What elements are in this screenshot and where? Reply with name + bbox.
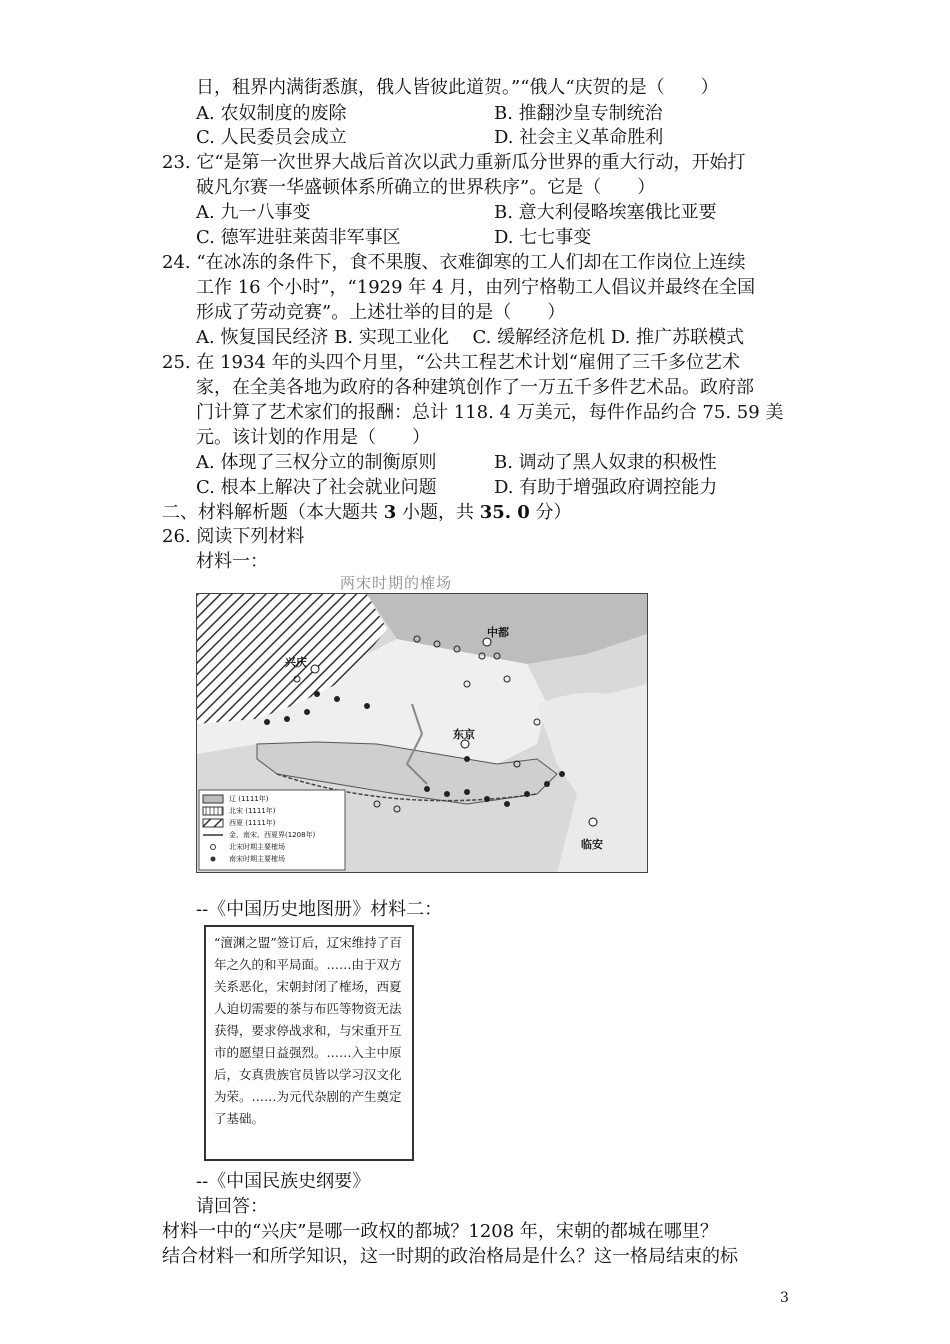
q25-option-a: A. 体现了三权分立的制衡原则 [196, 452, 437, 473]
legend-item: 西夏 (1111年) [229, 819, 276, 827]
q24-stem-line3: 形成了劳动竞赛”。上述壮举的目的是（ ） [196, 302, 566, 323]
source-1-and-material-2-label: --《中国历史地图册》材料二： [196, 899, 443, 920]
q22-option-a: A. 农奴制度的废除 [196, 103, 347, 124]
answer-prompt: 请回答： [196, 1196, 268, 1217]
q25-option-d: D. 有助于增强政府调控能力 [494, 477, 718, 498]
map-label-xingqing: 兴庆 [285, 656, 307, 669]
material-2-box: “澶渊之盟”签订后，辽宋维持了百年之久的和平局面。……由于双方关系恶化，宋朝封闭了榷场，西夏人迫切需要的茶与布匹等物资无法获得，要求停战求和，与宋重开互市的愿望日益强烈。……入主中原后，女真贵族官员皆以学习汉文化为荣。……为元代杂剧的产生奠定了基础。 [204, 925, 414, 1161]
q22-option-b: B. 推翻沙皇专制统治 [494, 103, 663, 124]
map-legend [229, 793, 315, 865]
legend-item: 金、南宋、西夏界(1208年) [229, 831, 316, 839]
legend-item: 南宋时期主要榷场 [229, 855, 285, 863]
q25-stem-line2: 家，在全美各地为政府的各种建筑创作了一万五千多件艺术品。政府部 [196, 377, 754, 398]
q22-option-c: C. 人民委员会成立 [196, 127, 347, 148]
q25-stem-line1: 25. 在 1934 年的头四个月里，“公共工程艺术计划“雇佣了三千多位艺术 [162, 352, 741, 373]
legend-item: 北宋时期主要榷场 [229, 843, 285, 851]
q25-stem-line4: 元。该计划的作用是（ ） [196, 427, 430, 448]
q25-stem-line3: 门计算了艺术家们的报酬：总计 118. 4 万美元，每件作品约合 75. 59 美 [196, 402, 784, 423]
map-label-dongjing: 东京 [453, 728, 475, 741]
map-label-zhongdu: 中都 [487, 626, 509, 639]
q25-option-c: C. 根本上解决了社会就业问题 [196, 477, 437, 498]
page-number: 3 [780, 1290, 789, 1306]
q25-option-b: B. 调动了黑人奴隶的积极性 [494, 452, 717, 473]
q23-option-b: B. 意大利侵略埃塞俄比亚要 [494, 202, 717, 223]
q22-option-d: D. 社会主义革命胜利 [494, 127, 664, 148]
q24-stem-line1: 24. “在冰冻的条件下，食不果腹、衣难御寒的工人们却在工作岗位上连续 [162, 252, 746, 273]
q23-option-c: C. 德军进驻莱茵非军事区 [196, 227, 401, 248]
question-line2: 结合材料一和所学知识，这一时期的政治格局是什么？这一格局结束的标 [162, 1246, 738, 1267]
section-2-heading: 二、材料解析题（本大题共 3 小题，共 35. 0 分） [162, 502, 572, 523]
q23-option-d: D. 七七事变 [494, 227, 592, 248]
q23-option-a: A. 九一八事变 [196, 202, 311, 223]
material-1-label: 材料一： [196, 551, 268, 572]
legend-item: 辽 (1111年) [229, 795, 269, 803]
map-title: 两宋时期的榷场 [340, 574, 453, 592]
historical-map [196, 593, 648, 873]
q22-stem-line: 日，租界内满街悉旗，俄人皆彼此道贺。”“俄人“庆贺的是（ ） [196, 77, 719, 98]
question-line1: 材料一中的“兴庆”是哪一政权的都城？1208 年，宋朝的都城在哪里？ [162, 1221, 718, 1242]
q24-options: A. 恢复国民经济 B. 实现工业化 C. 缓解经济危机 D. 推广苏联模式 [196, 327, 745, 348]
q24-stem-line2: 工作 16 个小时”，“1929 年 4 月，由列宁格勒工人倡议并最终在全国 [196, 277, 756, 298]
source-2: --《中国民族史纲要》 [196, 1171, 371, 1192]
q26-stem: 26. 阅读下列材料 [162, 526, 305, 547]
map-label-linan: 临安 [581, 838, 603, 851]
q23-stem-line1: 23. 它“是第一次世界大战后首次以武力重新瓜分世界的重大行动，开始打 [162, 152, 746, 173]
q23-stem-line2: 破凡尔赛一华盛顿体系所确立的世界秩序”。它是（ ） [196, 177, 656, 198]
legend-item: 北宋 (1111年) [229, 807, 276, 815]
